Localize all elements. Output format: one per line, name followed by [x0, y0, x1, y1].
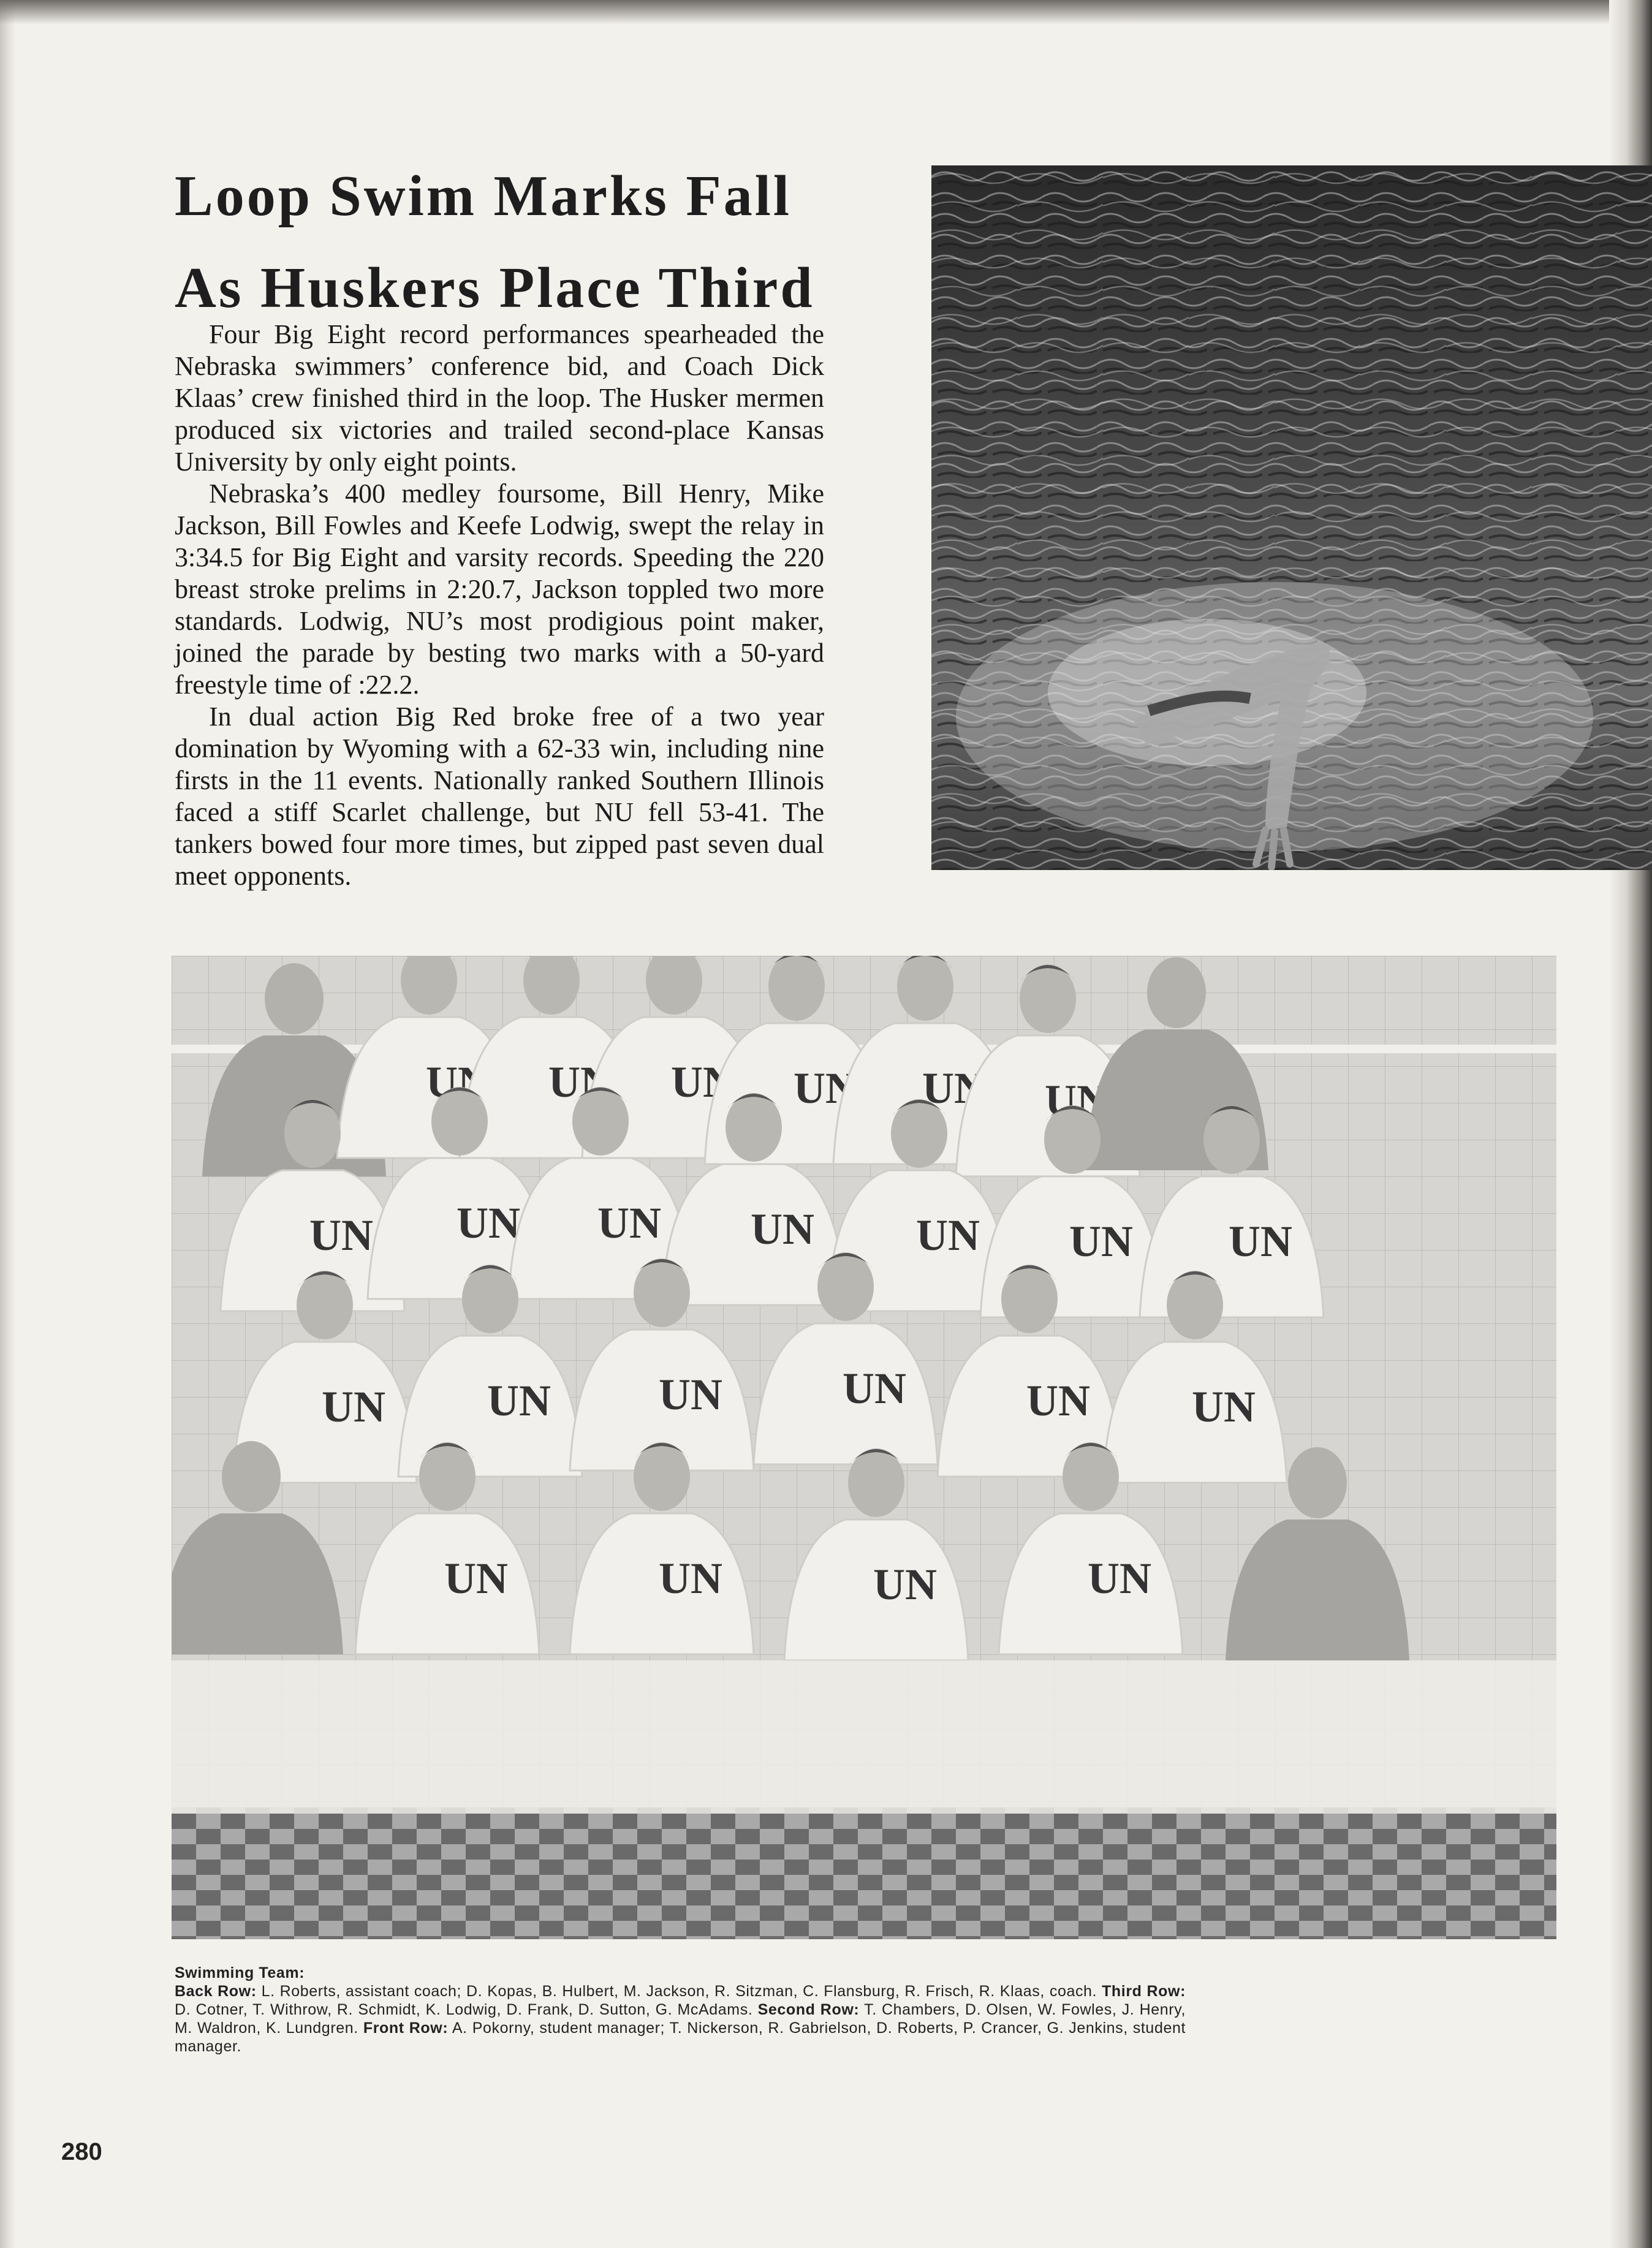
photo-caption — [175, 1964, 1186, 2056]
swimmer-photo — [931, 165, 1652, 870]
caption-back-row-label: Back Row: — [175, 1983, 257, 2000]
swimmer-photo-image — [931, 165, 1652, 870]
caption-back-row-names: L. Roberts, assistant coach; D. Kopas, B. Hulbert, M. Jackson, R. Sitzman, C. Flansburg, R. Frisch, R. Klaas, coach. — [261, 1983, 1097, 2000]
caption-front-row-label: Front Row: — [363, 2019, 449, 2037]
headline — [175, 150, 836, 334]
team-photo-image — [172, 956, 1556, 1939]
article-paragraph: Nebraska’s 400 medley foursome, Bill Henry, Mike Jackson, Bill Fowles and Keefe Lodwig, swept the relay in 3:34.5 for Big Eight and varsity records. Speeding the 220 breast stroke prelims in 2:20.7, Jackson toppled two more standards. Lodwig, NU’s most prodigious point maker, joined the parade by besting two marks with a 50-yard freestyle time of :22.2. — [175, 479, 824, 700]
caption-front-row-names: A. Pokorny, student manager; T. Nickerson, R. Gabrielson, D. Roberts, P. Crancer, G. Jenkins, student manager. — [175, 2019, 1186, 2055]
caption-second-row-label: Second Row: — [757, 2001, 860, 2018]
article-body — [175, 319, 824, 892]
caption-second-row-names: T. Chambers, D. Olsen, W. Fowles, J. Henry, M. Waldron, K. Lundgren. — [175, 2001, 1186, 2037]
page-number: 280 — [61, 2138, 102, 2165]
page-edge — [0, 0, 16, 2248]
article-paragraph: In dual action Big Red broke free of a two year domination by Wyoming with a 62-33 win, including nine firsts in the 11 events. Nationally ranked Southern Illinois faced a stiff Scarlet challenge, but NU fell 53-41. The tankers bowed four more times, but zipped past seven dual meet opponents. — [175, 702, 824, 891]
headline-line-1: Loop Swim Marks Fall — [175, 164, 792, 228]
caption-third-row-label: Third Row: — [1102, 1983, 1186, 2000]
caption-third-row-names: D. Cotner, T. Withrow, R. Schmidt, K. Lodwig, D. Frank, D. Sutton, G. McAdams. — [175, 2001, 753, 2018]
team-photo — [172, 956, 1556, 1939]
headline-line-2: As Huskers Place Third — [175, 256, 815, 320]
caption-title: Swimming Team: — [175, 1964, 305, 1981]
article-paragraph: Four Big Eight record performances spearheaded the Nebraska swimmers’ conference bid, and Coach Dick Klaas’ crew finished third in the loop. The Husker mermen produced six victories and trailed second-place Kansas University by only eight points. — [175, 319, 824, 477]
page-top-shadow — [0, 0, 1652, 25]
